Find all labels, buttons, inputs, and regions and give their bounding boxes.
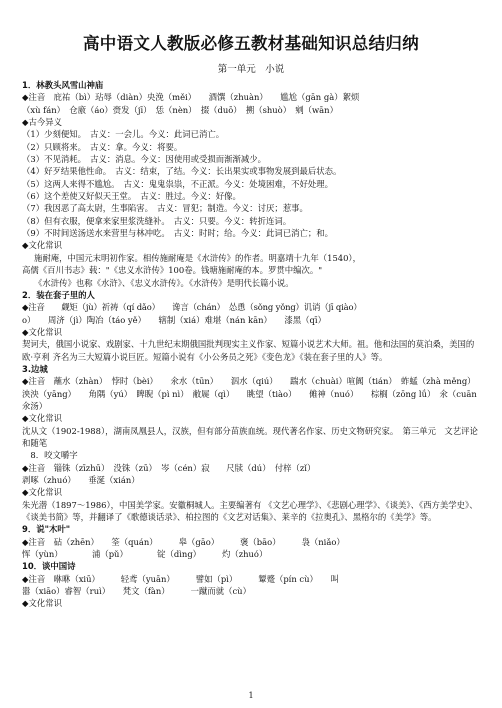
text-line: （1）少刻便知。 古义：一会儿。今义：此词已消亡。 bbox=[22, 129, 225, 140]
section-heading: 第一单元 小说 bbox=[217, 64, 285, 75]
text-line: （8）但有衣服，便拿来家里浆洗缝补。 古义：只要。今义：转折连词。 bbox=[22, 215, 292, 226]
text-line: （2）只顾将来。 古义：拿。今义：将要。 bbox=[22, 141, 183, 152]
text-line: 契诃夫，俄国小说家、戏剧家、十九世纪末期俄国批判现实主义作家、短篇小说艺术大师。祖。他和法国的莫泊桑，美国的欧·亨利 齐名为三大短篇小说巨匠。短篇小说有《小公务员之死》《变色龙》《装在套子里的人》等。 bbox=[22, 339, 475, 362]
text-line: ◆注音 砧（zhēn） 筌（quán） 皋（gāo） 褒（bāo） 袅（niǎo） bbox=[22, 536, 345, 547]
text-line: 10．谈中国诗 bbox=[22, 561, 76, 572]
text-line: ◆文化常识 bbox=[22, 413, 62, 424]
document-body bbox=[22, 79, 480, 610]
text-line: 2．装在套子里的人 bbox=[22, 289, 95, 300]
text-line: 9．说"木叶" bbox=[22, 524, 71, 535]
text-line: ◆注音 咻咻（xiū） 轻鸢（yuān） 譬如（pì） 颦蹙（pín cù） 叫 bbox=[22, 573, 339, 584]
text-line: ◆文化常识 bbox=[22, 487, 62, 498]
text-line: 施耐庵，中国元末明初作家。相传施耐庵是《水浒传》的作者。明嘉靖十九年（1540）， bbox=[34, 252, 361, 263]
text-line: （7）我因恶了高太尉，生事陷害。 古义：冒犯；制造。今义：讨厌；惹事。 bbox=[22, 203, 308, 214]
text-line: 恽（yùn） 浦（pǔ） 锭（dìng） 灼（zhuó） bbox=[22, 549, 268, 560]
text-line: （3）不见消耗。 古义：消息。今义：因使用或受损而渐渐减少。 bbox=[22, 154, 267, 165]
text-line: （4）好歹结果他性命。 古义：结束，了结。今义：长出果实或事物发展到最后状态。 bbox=[22, 166, 342, 177]
text-line: o） 周济（jì）陶冶（táo yě） 辖制（xiá）难堪（nán kān） 漆黑（qī） bbox=[22, 314, 326, 325]
text-line: （6）这个差使又好似天王堂。 古义：胜过。今义：好像。 bbox=[22, 191, 241, 202]
text-line: ◆注音 蘸水（zhàn） 悖时（bèi） 氽水（tūn） 泅水（qiú） 踹水（chuài）喧阗（tián） 蚱蜢（zhà měng） 泱泱（yāng） 角隅（yú） 睥睨（pì nì） 敝屣（qì） 眺望（tiào） 傩神（nuó） 棕榈（zōng lǘ） 氽（cuān氽汤） bbox=[22, 376, 480, 411]
text-line: 嚣（xiāo）睿智（ruì） 梵文（fàn） 一蹴而就（cù） bbox=[22, 586, 251, 597]
text-line: ◆文化常识 bbox=[22, 598, 62, 609]
text-line: （5）这两人来得不尴尬。 古义：鬼鬼祟祟，不正派。今义：处境困难，不好处理。 bbox=[22, 178, 334, 189]
text-line: 高儒《百川书志》载："《忠义水浒传》100卷。钱塘施耐庵的本。罗贯中编次。" bbox=[22, 265, 323, 276]
page-number: 1 bbox=[248, 691, 254, 700]
text-line: 朱光潜（1897～1986），中国美学家。安徽桐城人。主要编著有 《文艺心理学》、《悲剧心理学》、《谈美》、《西方美学史》、《谈美书简》等，并翻译了《歌德谈话录》、柏拉图的《文艺对话集》、莱辛的《拉奥孔》、黑格尔的《美学》等。 bbox=[22, 499, 478, 523]
text-line: ◆注音 锱铢（zīzhū） 没铢（zū） 岑（cén）寂 尺牍（dú） 付梓（zǐ） bbox=[22, 462, 316, 473]
text-line: 沈从文（1902-1988），湖南凤凰县人，汉族，但有部分苗族血统。现代著名作家、历史文物研究家。 第三单元 文艺评论和随笔 bbox=[22, 425, 478, 448]
text-line: 1．林教头风雪山神庙 bbox=[22, 80, 104, 90]
text-line: 3.边城 bbox=[22, 363, 48, 374]
document-title: 高中语文人教版必修五教材基础知识总结归纳 bbox=[83, 34, 419, 53]
text-line: ◆文化常识 bbox=[22, 326, 62, 337]
text-line: 剥啄（zhuó） 垂涎（xián） bbox=[22, 475, 140, 485]
text-line: ◆文化常识 bbox=[22, 240, 62, 251]
text-line: （xù fán） 仓廒（áo）赍发（jī） 恁（nèn） 掇（duō） 搠（shuò） 剜（wān） bbox=[22, 104, 338, 115]
text-line: ◆古今异义 bbox=[22, 117, 62, 128]
text-line: 8．咬文嚼字 bbox=[22, 450, 78, 461]
text-line: ◆注音 觑矩（jù）祈祷（qí dǎo） 谗言（chán） 怂恿（sǒng yǒng）讥诮（jī qiào） bbox=[22, 302, 362, 313]
text-line: ◆注音 庇祐（bì）玷辱（diàn）央浼（měi） 酒馔（zhuàn） 尴尬（gān gà）絮烦 bbox=[22, 92, 360, 103]
text-line: （9）不时间送汤送水来营里与林冲吃。 古义：时时；给。今义：此词已消亡；和。 bbox=[22, 228, 334, 239]
text-line: 《水浒传》也称《水浒》、《忠义水浒传》。《水浒传》是明代长篇小说。 bbox=[34, 277, 294, 288]
